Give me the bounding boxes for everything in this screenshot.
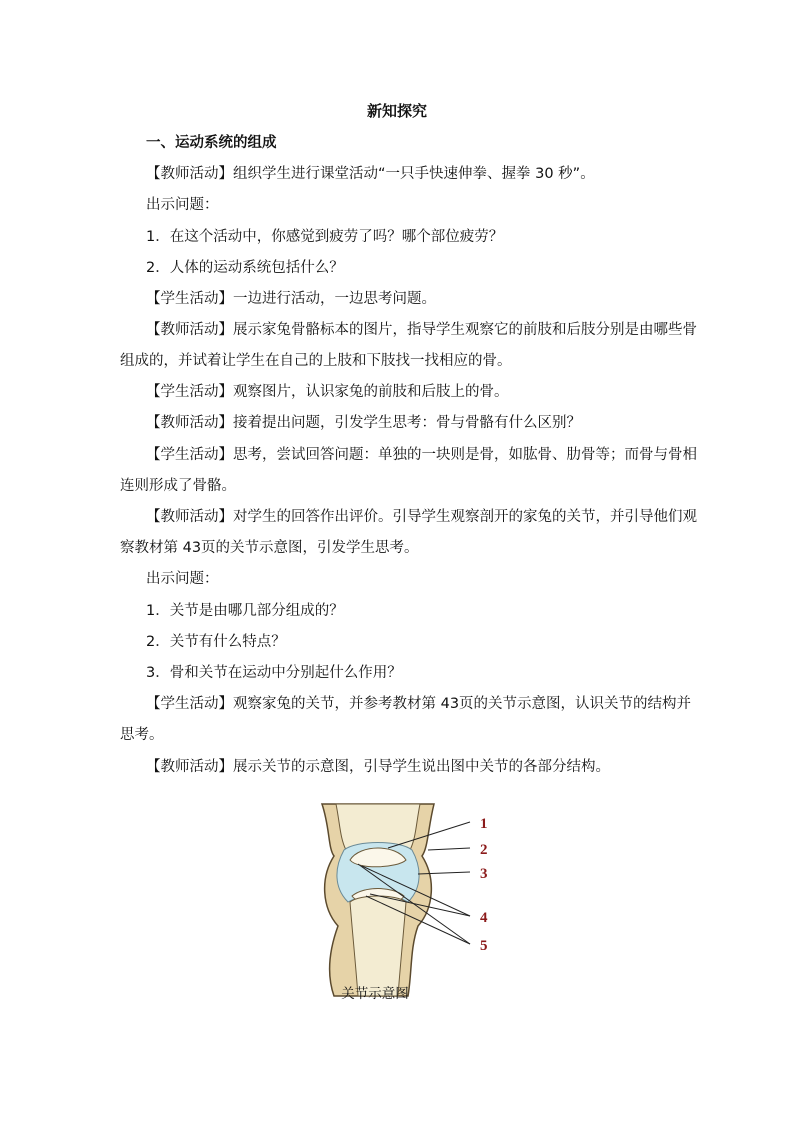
- paragraph-line: 3．骨和关节在运动中分别起什么作用？: [146, 665, 402, 681]
- paragraph-line: 1．关节是由哪几部分组成的？: [146, 603, 344, 619]
- paragraph-line: 【教师活动】展示家兔骨骼标本的图片，指导学生观察它的前肢和后肢分别是由哪些骨: [146, 322, 697, 338]
- page-title: 新知探究: [366, 102, 427, 120]
- label-5: 5: [480, 938, 488, 954]
- paragraph-line: 【教师活动】接着提出问题，引发学生思考：骨与骨骼有什么区别？: [146, 415, 581, 431]
- paragraph-line: 2．关节有什么特点？: [146, 634, 286, 650]
- paragraph-line: 出示问题：: [146, 197, 219, 213]
- label-2: 2: [480, 842, 488, 858]
- paragraph-line: 1．在这个活动中，你感觉到疲劳了吗？哪个部位疲劳？: [146, 229, 504, 245]
- paragraph-line: 【学生活动】思考，尝试回答问题：单独的一块则是骨，如肱骨、肋骨等；而骨与骨相: [146, 447, 697, 463]
- paragraph-line: 【教师活动】展示关节的示意图，引导学生说出图中关节的各部分结构。: [146, 759, 610, 775]
- paragraph-line: 连则形成了骨骼。: [120, 478, 236, 494]
- paragraph-line: 【教师活动】组织学生进行课堂活动“一只手快速伸拳、握拳 30 秒”。: [146, 166, 595, 182]
- paragraph-line: 【学生活动】观察家兔的关节，并参考教材第 43页的关节示意图，认识关节的结构并: [146, 696, 692, 712]
- paragraph-line: 察教材第 43页的关节示意图，引发学生思考。: [120, 540, 419, 556]
- paragraph-line: 思考。: [120, 727, 164, 743]
- label-3: 3: [480, 866, 488, 882]
- label-4: 4: [480, 910, 488, 926]
- paragraph-line: 【学生活动】一边进行活动，一边思考问题。: [146, 291, 436, 307]
- section-heading: 一、运动系统的组成: [146, 135, 277, 151]
- paragraph-line: 【学生活动】观察图片，认识家兔的前肢和后肢上的骨。: [146, 384, 509, 400]
- paragraph-line: 出示问题：: [146, 571, 219, 587]
- leader-line-2: [428, 848, 470, 850]
- joint-diagram: [300, 798, 520, 1008]
- paragraph-line: 【教师活动】对学生的回答作出评价。引导学生观察剖开的家兔的关节，并引导他们观: [146, 509, 697, 525]
- paragraph-line: 2．人体的运动系统包括什么？: [146, 260, 344, 276]
- label-1: 1: [480, 816, 488, 832]
- figure-caption: 关节示意图: [341, 986, 409, 1002]
- paragraph-line: 组成的，并试着让学生在自己的上肢和下肢找一找相应的骨。: [120, 353, 512, 369]
